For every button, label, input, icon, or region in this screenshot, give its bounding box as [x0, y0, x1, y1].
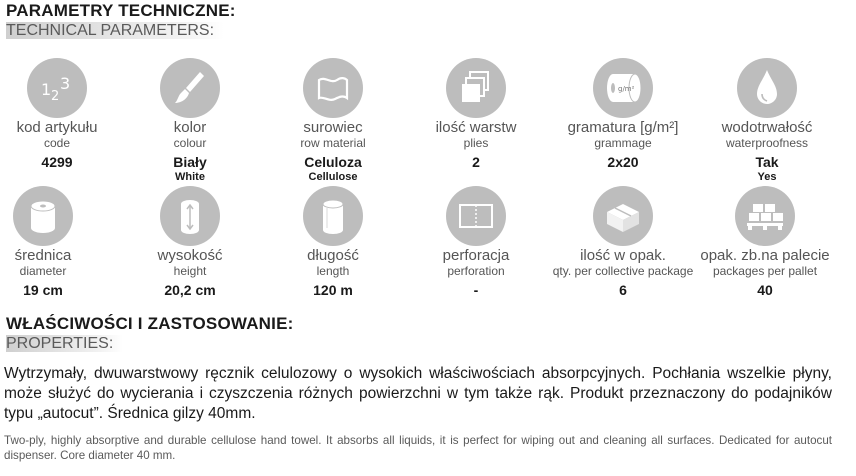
svg-text:g/m²: g/m² — [618, 85, 635, 93]
technical-parameters-header — [6, 2, 236, 39]
param-material — [258, 58, 408, 183]
param-label: ilość warstw — [435, 119, 517, 136]
param-label-en: qty. per collective package — [552, 264, 694, 278]
param-length — [258, 186, 408, 299]
param-label-en: colour — [173, 136, 207, 150]
param-plies — [401, 58, 551, 171]
param-height — [115, 186, 265, 299]
water-drop-icon — [737, 58, 797, 118]
param-label: perforacja — [442, 247, 510, 264]
param-value: 120 m — [313, 282, 353, 298]
technical-title: PARAMETRY TECHNICZNE: — [6, 1, 236, 20]
param-label: wodotrwałość — [721, 119, 813, 136]
param-label-en: grammage — [594, 136, 652, 150]
param-label-en: waterproofness — [725, 136, 809, 150]
param-label: gramatura [g/m²] — [567, 119, 679, 136]
param-value: 2x20 — [607, 154, 639, 170]
param-value-en: White — [175, 171, 205, 183]
param-label-en: plies — [463, 136, 489, 150]
param-waterproofness — [692, 58, 842, 183]
param-label: ilość w opak. — [580, 247, 666, 264]
param-diameter — [0, 186, 118, 299]
param-value: 19 cm — [23, 282, 63, 298]
param-label: kolor — [173, 119, 207, 136]
param-value-en: Yes — [757, 171, 777, 183]
param-value: Biały — [173, 154, 207, 170]
param-code — [0, 58, 132, 171]
param-label: długość — [307, 247, 359, 264]
param-label-en: packages per pallet — [712, 264, 818, 278]
properties-header — [6, 315, 293, 352]
param-label: wysokość — [157, 247, 223, 264]
param-label-en: row material — [300, 136, 366, 150]
param-label: surowiec — [303, 119, 363, 136]
material-sheet-icon — [303, 58, 363, 118]
param-label-en: perforation — [447, 264, 505, 278]
param-label-en: length — [316, 264, 350, 278]
svg-text:2: 2 — [51, 89, 60, 104]
description-english: Two-ply, highly absorptive and durable cellulose hand towel. It absorbs all liquids, it is perfect for wiping out and cleaning all surfaces. Dedicated for autocut dispenser. Core diameter 40 mm. — [4, 434, 832, 462]
param-label: kod artykułu — [16, 119, 98, 136]
technical-subtitle: TECHNICAL PARAMETERS: — [6, 22, 224, 39]
param-value: 4299 — [41, 154, 73, 170]
stacked-plies-icon — [446, 58, 506, 118]
perforation-icon — [446, 186, 506, 246]
svg-text:3: 3 — [60, 74, 71, 93]
param-package-qty — [548, 186, 698, 299]
param-label: średnica — [14, 247, 72, 264]
roll-length-icon — [303, 186, 363, 246]
param-colour — [115, 58, 265, 183]
roll-diameter-icon — [13, 186, 73, 246]
pallet-icon — [735, 186, 795, 246]
properties-subtitle: PROPERTIES: — [6, 335, 123, 352]
properties-title: WŁAŚCIWOŚCI I ZASTOSOWANIE: — [6, 314, 294, 333]
paintbrush-icon — [160, 58, 220, 118]
param-label-en: diameter — [19, 264, 67, 278]
svg-text:1: 1 — [41, 80, 52, 99]
param-value: 6 — [619, 282, 627, 298]
param-value: 2 — [472, 154, 480, 170]
param-grammage — [548, 58, 698, 171]
param-value: 40 — [757, 282, 773, 298]
param-label-en: code — [43, 136, 71, 150]
package-box-icon — [593, 186, 653, 246]
param-value-en: Cellulose — [308, 171, 358, 183]
param-value: Tak — [755, 154, 779, 170]
param-value: Celuloza — [304, 154, 362, 170]
param-pallet-qty — [690, 186, 840, 299]
grammage-roll-icon — [593, 58, 653, 118]
param-value: 20,2 cm — [164, 282, 216, 298]
param-perforation — [401, 186, 551, 299]
description-polish: Wytrzymały, dwuwarstwowy ręcznik celulozowy o wysokich właściwościach absorpcyjnych. Pochłania wszelkie płyny, może służyć do wycierania i czyszczenia różnych powierzchni w tym także rąk. Produkt przeznaczony do podajników typu „autocut”. Średnica gilzy 40mm. — [4, 365, 832, 422]
param-label-en: height — [173, 264, 207, 278]
param-value: - — [473, 282, 479, 298]
roll-height-icon — [160, 186, 220, 246]
param-label: opak. zb.na palecie — [700, 247, 830, 264]
numbers-123-icon — [27, 58, 87, 118]
